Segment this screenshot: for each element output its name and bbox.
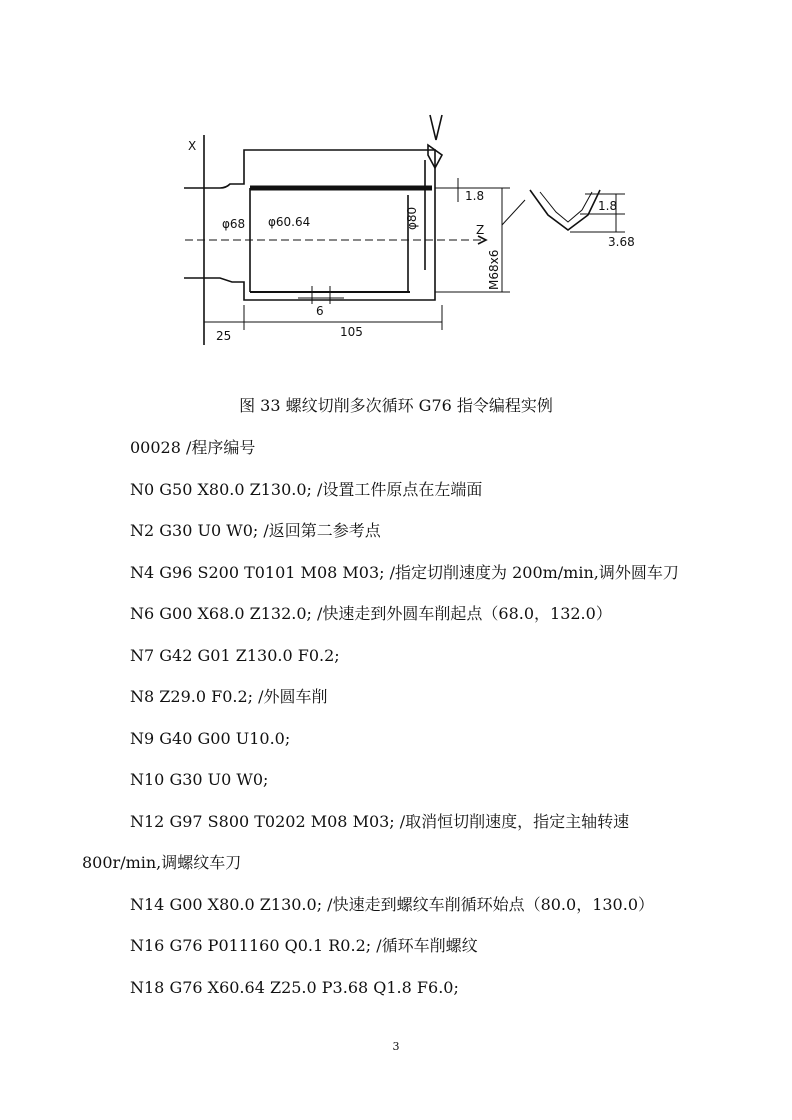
thread-spec-label: M68x6 bbox=[487, 249, 501, 290]
code-line: N0 G50 X80.0 Z130.0; /设置工件原点在左端面 bbox=[130, 480, 483, 499]
length-105-label: 105 bbox=[340, 325, 363, 339]
z-axis-label: Z bbox=[476, 223, 485, 237]
code-line: N10 G30 U0 W0; bbox=[130, 770, 269, 789]
lathe-part-drawing bbox=[180, 110, 650, 350]
code-line-continuation: 800r/min,调螺纹车刀 bbox=[82, 853, 242, 872]
code-line: N16 G76 P011160 Q0.1 R0.2; /循环车削螺纹 bbox=[130, 936, 478, 955]
code-line: N12 G97 S800 T0202 M08 M03; /取消恒切削速度，指定主轴转速 bbox=[130, 812, 630, 831]
code-line: N9 G40 G00 U10.0; bbox=[130, 729, 291, 748]
code-line: N18 G76 X60.64 Z25.0 P3.68 Q1.8 F6.0; bbox=[130, 978, 459, 997]
x-axis-label: X bbox=[188, 139, 197, 153]
code-line: 00028 /程序编号 bbox=[130, 438, 256, 457]
diameter-80-label: φ80 bbox=[405, 206, 419, 230]
code-line: N2 G30 U0 W0; /返回第二参考点 bbox=[130, 521, 381, 540]
code-line: N6 G00 X68.0 Z132.0; /快速走到外圆车削起点（68.0，132.0） bbox=[130, 604, 612, 623]
length-25-label: 25 bbox=[216, 329, 232, 343]
code-line: N4 G96 S200 T0101 M08 M03; /指定切削速度为 200m/min,调外圆车刀 bbox=[130, 563, 679, 582]
detail-leader bbox=[502, 200, 525, 225]
code-line: N14 G00 X80.0 Z130.0; /快速走到螺纹车削循环始点（80.0，130.0） bbox=[130, 895, 654, 914]
figure-caption: 图 33 螺纹切削多次循环 G76 指令编程实例 bbox=[239, 396, 553, 415]
code-line: N7 G42 G01 Z130.0 F0.2; bbox=[130, 646, 340, 665]
detail-368-label: 3.68 bbox=[608, 235, 635, 249]
page-number: 3 bbox=[392, 1040, 400, 1053]
cutting-tool bbox=[430, 115, 442, 140]
thread-cutting-diagram bbox=[180, 110, 650, 350]
code-line: N8 Z29.0 F0.2; /外圆车削 bbox=[130, 687, 328, 706]
pitch-label: 6 bbox=[316, 304, 324, 318]
diameter-6064-label: φ60.64 bbox=[268, 215, 311, 229]
depth-18-label: 1.8 bbox=[465, 189, 485, 203]
diameter-68-label: φ68 bbox=[222, 217, 246, 231]
detail-18-label: 1.8 bbox=[598, 199, 618, 213]
